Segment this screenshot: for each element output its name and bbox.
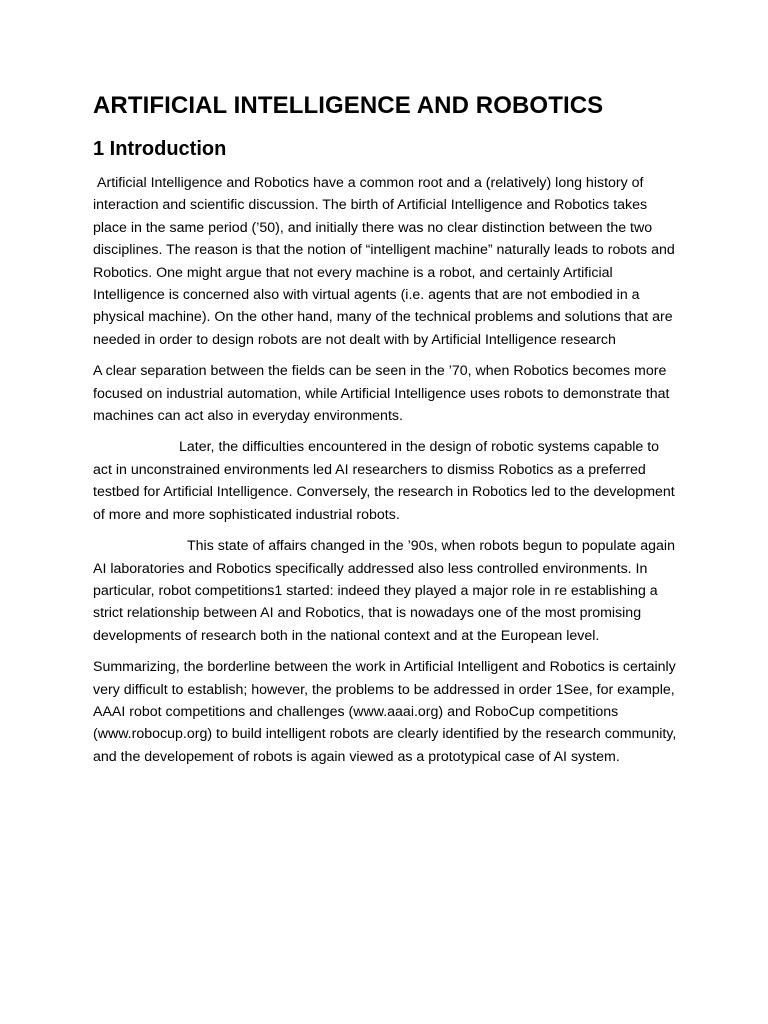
document-body — [93, 88, 678, 777]
paragraph-3: Later, the difficulties encountered in the design of robotic systems capable to act in unconstrained environments led AI researchers to dismiss Robotics as a preferred testbed for Artificial Intelligence. Conversely, the research in Robotics led to the development of more and more sophisticated industrial robots. — [93, 439, 675, 523]
paragraph-4: This state of affairs changed in the ’90s, when robots begun to populate again AI laboratories and Robotics specifically addressed also less controlled environments. In particular, robot competitions1 started: indeed they played a major role in re establishing a strict relationship between AI and Robotics, that is nowadays one of the most promising developments of research both in the national context and at the European level. — [93, 538, 675, 644]
paragraph-1: Artificial Intelligence and Robotics have a common root and a (relatively) long history of interaction and scientific discussion. The birth of Artificial Intelligence and Robotics takes place in the same period (’50), and initially there was no clear distinction between the two disciplines. The reason is that the notion of “intelligent machine” naturally leads to robots and Robotics. One might argue that not every machine is a robot, and certainly Artificial Intelligence is concerned also with virtual agents (i.e. agents that are not embodied in a physical machine). On the other hand, many of the technical problems and solutions that are needed in order to design robots are not dealt with by Artificial Intelligence research — [93, 175, 675, 348]
document-title: ARTIFICIAL INTELLIGENCE AND ROBOTICS — [93, 92, 604, 119]
paragraph-5: Summarizing, the borderline between the work in Artificial Intelligent and Robotics is certainly very difficult to establish; however, the problems to be addressed in order 1See, for example, AAAI robot competitions and challenges (www.aaai.org) and RoboCup competitions (www.robocup.org) to build intelligent robots are clearly identified by the research community, and the developement of robots is again viewed as a prototypical case of AI system. — [93, 659, 677, 765]
section-heading: 1 Introduction — [93, 138, 227, 160]
paragraph-2: A clear separation between the fields can be seen in the ’70, when Robotics becomes more focused on industrial automation, while Artificial Intelligence uses robots to demonstrate that machines can act also in everyday environments. — [93, 363, 670, 425]
